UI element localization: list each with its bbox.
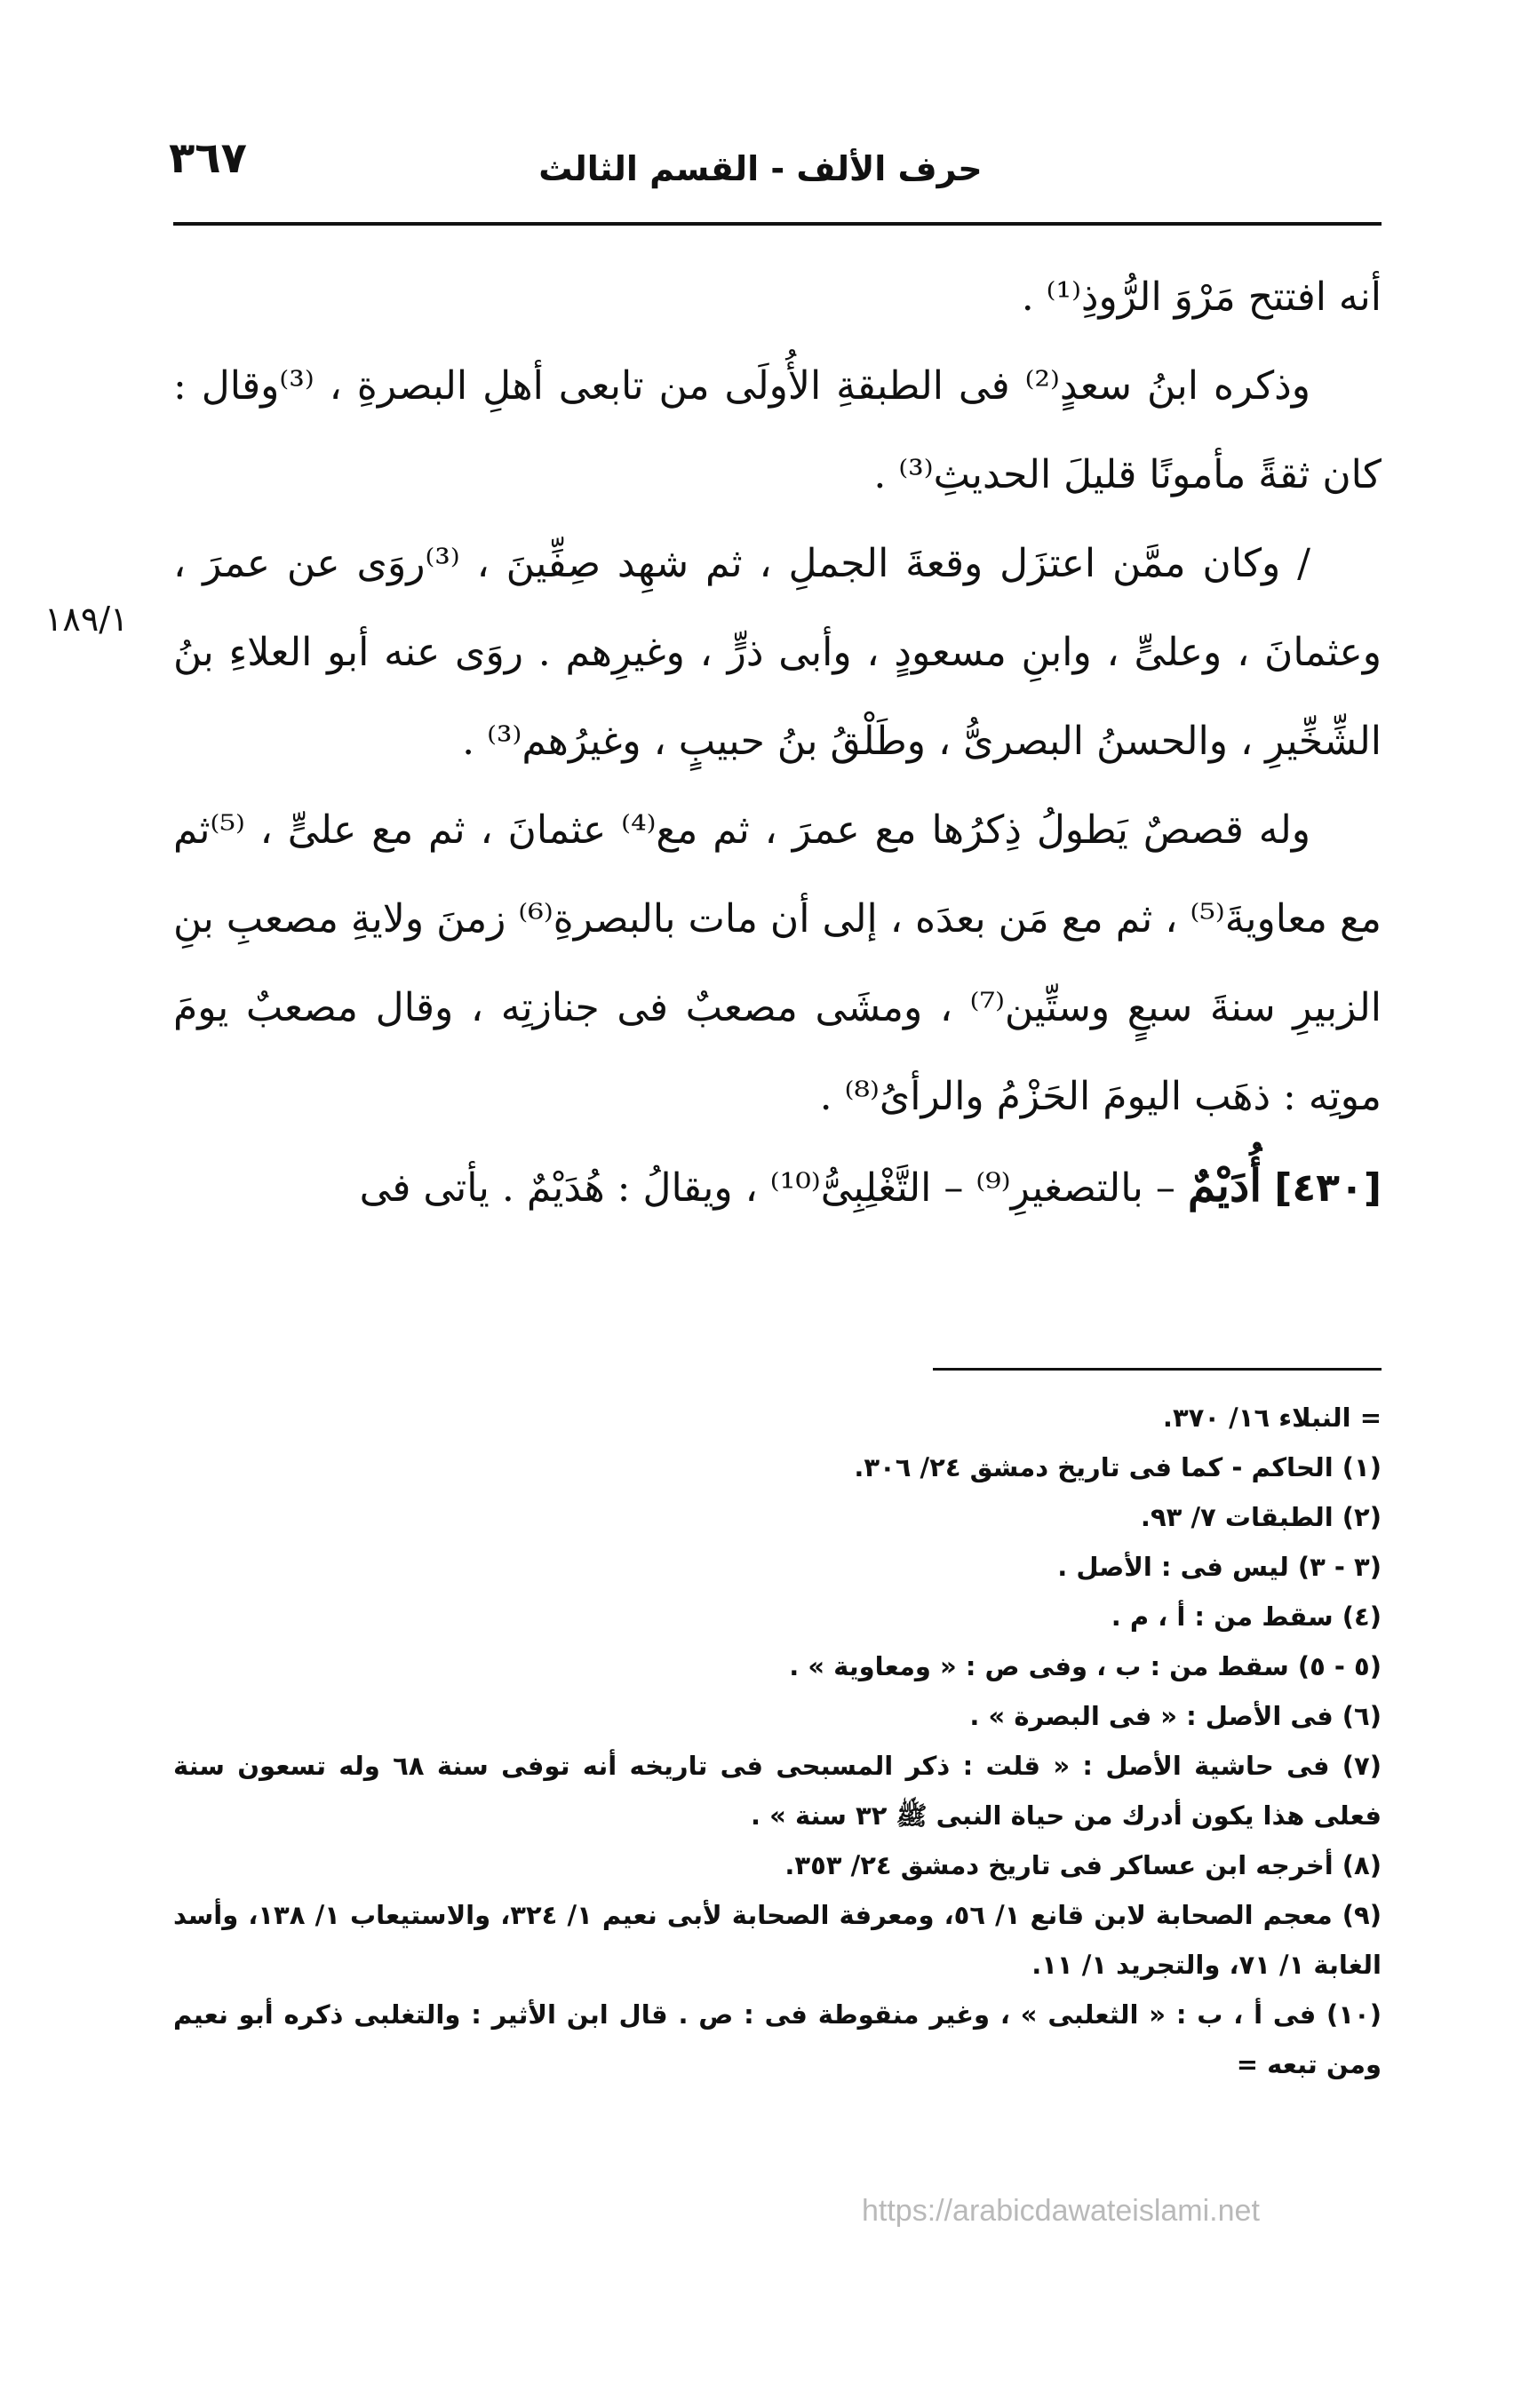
running-header-title: حرف الألف - القسم الثالث <box>538 149 983 188</box>
footnote-5: (٥ - ٥) سقط من : ب ، وفى ص : « ومعاوية » . <box>789 1651 1382 1681</box>
footnote-7: (٧) فى حاشية الأصل : « قلت : ذكر المسبحى فى تاريخه أنه توفى سنة ٦٨ وله تسعون سنة فعلى هذا يكون أدرك من حياة النبى ﷺ ٣٢ سنة » . <box>173 1751 1382 1831</box>
footnote-2: (٢) الطبقات ٧/ ٩٣. <box>1140 1502 1382 1532</box>
footnote-8: (٨) أخرجه ابن عساكر فى تاريخ دمشق ٢٤/ ٣٥٣. <box>784 1850 1382 1880</box>
entry-heading <box>173 1141 1382 1233</box>
footnote-continuation: = النبلاء ١٦/ ٣٧٠. <box>1162 1403 1382 1433</box>
page-number: ٣٦٧ <box>169 133 247 183</box>
header-rule <box>173 222 1382 226</box>
main-text <box>173 253 1382 1233</box>
footnote-1: (١) الحاكم - كما فى تاريخ دمشق ٢٤/ ٣٠٦. <box>854 1452 1382 1482</box>
paragraph-4: وله قصصٌ يَطولُ ذِكرُها مع عمرَ ، ثم مع⁽⁴⁾ عثمانَ ، ثم مع علىٍّ ، ⁽⁵⁾ثم مع معاويةَ⁽⁵⁾ ، ثم مع مَن بعدَه ، إلى أن مات بالبصرةِ⁽⁶⁾ زمنَ ولايةِ مصعبِ بنِ الزبيرِ سنةَ سبعٍ وستِّين⁽⁷⁾ ، ومشَى مصعبٌ فى جنازتِه ، وقال مصعبٌ يومَ موتِه : ذهَب اليومَ الحَزْمُ والرأىُ⁽⁸⁾ . <box>173 807 1382 1119</box>
entry-name: أُدَيْمٌ <box>1187 1159 1262 1212</box>
watermark-url: https://arabicdawateislami.net <box>862 2194 1260 2228</box>
footnote-10: (١٠) فى أ ، ب : « الثعلبى » ، وغير منقوطة فى : ص . قال ابن الأثير : والتغلبى ذكره أبو نعيم ومن تبعه = <box>173 1999 1382 2079</box>
margin-folio-note: ١٨٩/١ <box>44 600 129 639</box>
footnote-9: (٩) معجم الصحابة لابن قانع ١/ ٥٦، ومعرفة الصحابة لأبى نعيم ١/ ٣٢٤، والاستيعاب ١/ ١٣٨، وأسد الغابة ١/ ٧١، والتجريد ١/ ١١. <box>173 1900 1382 1980</box>
paragraph-2: وذكره ابنُ سعدٍ⁽²⁾ فى الطبقةِ الأُولَى من تابعى أهلِ البصرةِ ، ⁽³⁾وقال : كان ثقةً مأمونًا قليلَ الحديثِ⁽³⁾ . <box>173 363 1382 497</box>
entry-number: [٤٣٠] <box>1274 1165 1382 1211</box>
paragraph-3: / وكان ممَّن اعتزَل وقعةَ الجملِ ، ثم شهِد صِفِّينَ ، ⁽³⁾روَى عن عمرَ ، وعثمانَ ، وعلىٍّ ، وابنِ مسعودٍ ، وأبى ذرٍّ ، وغيرِهم . روَى عنه أبو العلاءِ بنُ الشِّخِّيرِ ، والحسنُ البصرىُّ ، وطَلْقُ بنُ حبيبٍ ، وغيرُهم⁽³⁾ . <box>173 541 1382 764</box>
footnote-6: (٦) فى الأصل : « فى البصرة » . <box>969 1701 1382 1731</box>
footnotes <box>173 1393 1382 2089</box>
entry-description: – بالتصغيرِ⁽⁹⁾ – التَّغْلِبِىُّ⁽¹⁰⁾ ، ويقالُ : هُدَيْمٌ . يأتى فى <box>359 1165 1188 1211</box>
footnote-4: (٤) سقط من : أ ، م . <box>1111 1601 1382 1632</box>
footnote-separator <box>933 1368 1382 1371</box>
paragraph-1: أنه افتتح مَرْوَ الرُّوذِ⁽¹⁾ . <box>1021 274 1382 320</box>
footnote-3: (٣ - ٣) ليس فى : الأصل . <box>1057 1552 1382 1582</box>
